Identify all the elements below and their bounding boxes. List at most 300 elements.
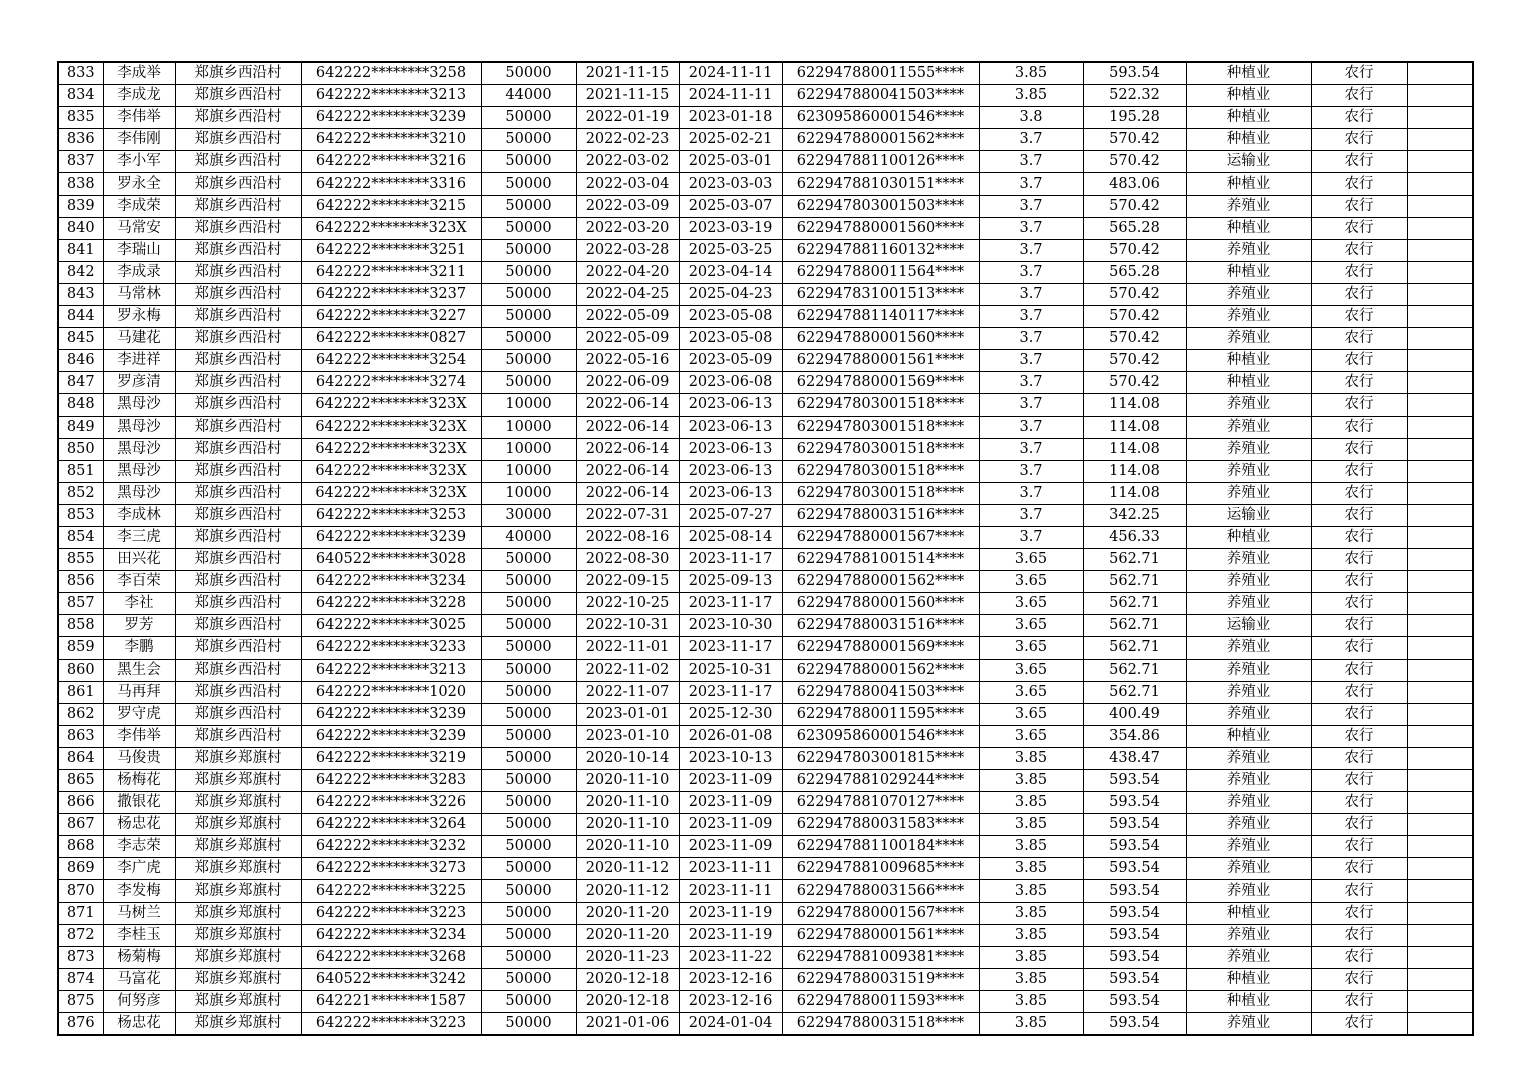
note-cell <box>1407 1013 1473 1036</box>
account-number-cell: 622947881029244**** <box>782 770 979 792</box>
amount-cell: 50000 <box>481 725 576 747</box>
rate-cell: 3.7 <box>979 460 1083 482</box>
start-date-cell: 2021-11-15 <box>576 85 679 107</box>
account-number-cell: 622947881001514**** <box>782 549 979 571</box>
industry-cell: 养殖业 <box>1186 924 1311 946</box>
industry-cell: 养殖业 <box>1186 637 1311 659</box>
name-cell: 李发梅 <box>103 880 175 902</box>
account-number-cell: 622947880041503**** <box>782 681 979 703</box>
amount-cell: 50000 <box>481 62 576 85</box>
end-date-cell: 2026-01-08 <box>679 725 782 747</box>
amount-cell: 10000 <box>481 416 576 438</box>
name-cell: 李成录 <box>103 261 175 283</box>
village-cell: 郑旗乡郑旗村 <box>175 990 301 1012</box>
account-number-cell: 622947881100126**** <box>782 151 979 173</box>
row-number: 860 <box>58 659 103 681</box>
row-number: 853 <box>58 504 103 526</box>
rate-cell: 3.7 <box>979 504 1083 526</box>
table-row <box>58 593 1473 615</box>
village-cell: 郑旗乡郑旗村 <box>175 814 301 836</box>
id-number-cell: 642222********323X <box>301 217 481 239</box>
row-number: 833 <box>58 62 103 85</box>
note-cell <box>1407 482 1473 504</box>
end-date-cell: 2023-11-17 <box>679 549 782 571</box>
amount-cell: 50000 <box>481 703 576 725</box>
id-number-cell: 642222********3239 <box>301 703 481 725</box>
industry-cell: 养殖业 <box>1186 549 1311 571</box>
rate-cell: 3.85 <box>979 792 1083 814</box>
note-cell <box>1407 438 1473 460</box>
amount-cell: 10000 <box>481 438 576 460</box>
start-date-cell: 2022-09-15 <box>576 571 679 593</box>
note-cell <box>1407 372 1473 394</box>
account-number-cell: 622947880031516**** <box>782 504 979 526</box>
id-number-cell: 642222********3239 <box>301 725 481 747</box>
note-cell <box>1407 350 1473 372</box>
note-cell <box>1407 549 1473 571</box>
account-number-cell: 622947880031519**** <box>782 968 979 990</box>
start-date-cell: 2022-03-09 <box>576 195 679 217</box>
industry-cell: 养殖业 <box>1186 195 1311 217</box>
interest-cell: 570.42 <box>1083 372 1186 394</box>
start-date-cell: 2022-03-20 <box>576 217 679 239</box>
end-date-cell: 2023-11-11 <box>679 858 782 880</box>
amount-cell: 10000 <box>481 460 576 482</box>
village-cell: 郑旗乡西沿村 <box>175 681 301 703</box>
amount-cell: 50000 <box>481 593 576 615</box>
amount-cell: 50000 <box>481 129 576 151</box>
village-cell: 郑旗乡西沿村 <box>175 62 301 85</box>
interest-cell: 570.42 <box>1083 195 1186 217</box>
name-cell: 黑母沙 <box>103 438 175 460</box>
name-cell: 杨菊梅 <box>103 946 175 968</box>
note-cell <box>1407 283 1473 305</box>
table-row <box>58 703 1473 725</box>
bank-cell: 农行 <box>1311 416 1407 438</box>
row-number: 857 <box>58 593 103 615</box>
rate-cell: 3.65 <box>979 703 1083 725</box>
id-number-cell: 642222********3211 <box>301 261 481 283</box>
industry-cell: 运输业 <box>1186 615 1311 637</box>
amount-cell: 50000 <box>481 681 576 703</box>
start-date-cell: 2022-02-23 <box>576 129 679 151</box>
bank-cell: 农行 <box>1311 990 1407 1012</box>
amount-cell: 50000 <box>481 880 576 902</box>
industry-cell: 种植业 <box>1186 350 1311 372</box>
account-number-cell: 622947881100184**** <box>782 836 979 858</box>
row-number: 856 <box>58 571 103 593</box>
village-cell: 郑旗乡西沿村 <box>175 593 301 615</box>
note-cell <box>1407 990 1473 1012</box>
end-date-cell: 2023-10-13 <box>679 747 782 769</box>
table-row <box>58 107 1473 129</box>
table-row <box>58 946 1473 968</box>
interest-cell: 354.86 <box>1083 725 1186 747</box>
rate-cell: 3.7 <box>979 217 1083 239</box>
interest-cell: 593.54 <box>1083 968 1186 990</box>
interest-cell: 114.08 <box>1083 394 1186 416</box>
rate-cell: 3.7 <box>979 438 1083 460</box>
village-cell: 郑旗乡西沿村 <box>175 261 301 283</box>
name-cell: 李伟刚 <box>103 129 175 151</box>
bank-cell: 农行 <box>1311 173 1407 195</box>
note-cell <box>1407 129 1473 151</box>
industry-cell: 种植业 <box>1186 62 1311 85</box>
end-date-cell: 2023-06-08 <box>679 372 782 394</box>
village-cell: 郑旗乡西沿村 <box>175 394 301 416</box>
table-row <box>58 129 1473 151</box>
note-cell <box>1407 239 1473 261</box>
name-cell: 李三虎 <box>103 526 175 548</box>
id-number-cell: 642222********3234 <box>301 924 481 946</box>
id-number-cell: 642222********3227 <box>301 306 481 328</box>
note-cell <box>1407 659 1473 681</box>
village-cell: 郑旗乡西沿村 <box>175 703 301 725</box>
rate-cell: 3.85 <box>979 946 1083 968</box>
village-cell: 郑旗乡西沿村 <box>175 725 301 747</box>
amount-cell: 50000 <box>481 814 576 836</box>
interest-cell: 483.06 <box>1083 173 1186 195</box>
id-number-cell: 642221********1587 <box>301 990 481 1012</box>
end-date-cell: 2023-05-08 <box>679 306 782 328</box>
account-number-cell: 622947803001518**** <box>782 416 979 438</box>
row-number: 874 <box>58 968 103 990</box>
end-date-cell: 2023-06-13 <box>679 416 782 438</box>
row-number: 858 <box>58 615 103 637</box>
account-number-cell: 622947880001567**** <box>782 902 979 924</box>
village-cell: 郑旗乡西沿村 <box>175 239 301 261</box>
table-row <box>58 526 1473 548</box>
note-cell <box>1407 637 1473 659</box>
table-row <box>58 880 1473 902</box>
rate-cell: 3.85 <box>979 968 1083 990</box>
name-cell: 罗芳 <box>103 615 175 637</box>
industry-cell: 养殖业 <box>1186 836 1311 858</box>
row-number: 864 <box>58 747 103 769</box>
bank-cell: 农行 <box>1311 438 1407 460</box>
start-date-cell: 2022-06-14 <box>576 394 679 416</box>
table-row <box>58 394 1473 416</box>
id-number-cell: 642222********3254 <box>301 350 481 372</box>
id-number-cell: 642222********3234 <box>301 571 481 593</box>
end-date-cell: 2025-07-27 <box>679 504 782 526</box>
interest-cell: 593.54 <box>1083 946 1186 968</box>
id-number-cell: 642222********0827 <box>301 328 481 350</box>
interest-cell: 114.08 <box>1083 482 1186 504</box>
bank-cell: 农行 <box>1311 306 1407 328</box>
amount-cell: 10000 <box>481 394 576 416</box>
rate-cell: 3.7 <box>979 328 1083 350</box>
end-date-cell: 2023-11-19 <box>679 902 782 924</box>
table-row <box>58 681 1473 703</box>
amount-cell: 50000 <box>481 858 576 880</box>
id-number-cell: 642222********3274 <box>301 372 481 394</box>
row-number: 861 <box>58 681 103 703</box>
interest-cell: 570.42 <box>1083 239 1186 261</box>
bank-cell: 农行 <box>1311 129 1407 151</box>
amount-cell: 50000 <box>481 637 576 659</box>
id-number-cell: 642222********323X <box>301 460 481 482</box>
bank-cell: 农行 <box>1311 85 1407 107</box>
industry-cell: 养殖业 <box>1186 792 1311 814</box>
row-number: 871 <box>58 902 103 924</box>
interest-cell: 570.42 <box>1083 350 1186 372</box>
start-date-cell: 2022-05-16 <box>576 350 679 372</box>
amount-cell: 50000 <box>481 946 576 968</box>
table-row <box>58 438 1473 460</box>
note-cell <box>1407 770 1473 792</box>
row-number: 844 <box>58 306 103 328</box>
table-row <box>58 306 1473 328</box>
table-row <box>58 659 1473 681</box>
start-date-cell: 2022-03-02 <box>576 151 679 173</box>
industry-cell: 种植业 <box>1186 902 1311 924</box>
row-number: 839 <box>58 195 103 217</box>
interest-cell: 562.71 <box>1083 659 1186 681</box>
end-date-cell: 2023-01-18 <box>679 107 782 129</box>
bank-cell: 农行 <box>1311 350 1407 372</box>
interest-cell: 565.28 <box>1083 261 1186 283</box>
row-number: 834 <box>58 85 103 107</box>
interest-cell: 562.71 <box>1083 681 1186 703</box>
rate-cell: 3.65 <box>979 725 1083 747</box>
account-number-cell: 622947881009381**** <box>782 946 979 968</box>
village-cell: 郑旗乡郑旗村 <box>175 858 301 880</box>
amount-cell: 50000 <box>481 902 576 924</box>
amount-cell: 50000 <box>481 239 576 261</box>
table-row <box>58 814 1473 836</box>
id-number-cell: 642222********3228 <box>301 593 481 615</box>
village-cell: 郑旗乡西沿村 <box>175 549 301 571</box>
row-number: 852 <box>58 482 103 504</box>
name-cell: 罗彦清 <box>103 372 175 394</box>
id-number-cell: 642222********3025 <box>301 615 481 637</box>
start-date-cell: 2022-08-30 <box>576 549 679 571</box>
industry-cell: 种植业 <box>1186 526 1311 548</box>
rate-cell: 3.7 <box>979 151 1083 173</box>
table-row <box>58 924 1473 946</box>
bank-cell: 农行 <box>1311 637 1407 659</box>
interest-cell: 438.47 <box>1083 747 1186 769</box>
note-cell <box>1407 85 1473 107</box>
account-number-cell: 622947880031583**** <box>782 814 979 836</box>
amount-cell: 50000 <box>481 283 576 305</box>
industry-cell: 养殖业 <box>1186 858 1311 880</box>
start-date-cell: 2022-05-09 <box>576 328 679 350</box>
table-row <box>58 770 1473 792</box>
industry-cell: 种植业 <box>1186 173 1311 195</box>
interest-cell: 593.54 <box>1083 924 1186 946</box>
bank-cell: 农行 <box>1311 151 1407 173</box>
interest-cell: 593.54 <box>1083 792 1186 814</box>
row-number: 873 <box>58 946 103 968</box>
village-cell: 郑旗乡西沿村 <box>175 151 301 173</box>
end-date-cell: 2023-03-03 <box>679 173 782 195</box>
amount-cell: 50000 <box>481 836 576 858</box>
bank-cell: 农行 <box>1311 107 1407 129</box>
note-cell <box>1407 615 1473 637</box>
id-number-cell: 642222********3253 <box>301 504 481 526</box>
name-cell: 黑生会 <box>103 659 175 681</box>
id-number-cell: 642222********3239 <box>301 526 481 548</box>
village-cell: 郑旗乡西沿村 <box>175 372 301 394</box>
row-number: 868 <box>58 836 103 858</box>
table-row <box>58 571 1473 593</box>
row-number: 876 <box>58 1013 103 1036</box>
row-number: 837 <box>58 151 103 173</box>
id-number-cell: 642222********3233 <box>301 637 481 659</box>
account-number-cell: 622947803001518**** <box>782 460 979 482</box>
rate-cell: 3.85 <box>979 880 1083 902</box>
row-number: 842 <box>58 261 103 283</box>
industry-cell: 养殖业 <box>1186 814 1311 836</box>
start-date-cell: 2022-06-14 <box>576 482 679 504</box>
village-cell: 郑旗乡西沿村 <box>175 416 301 438</box>
industry-cell: 种植业 <box>1186 968 1311 990</box>
note-cell <box>1407 62 1473 85</box>
name-cell: 马富花 <box>103 968 175 990</box>
village-cell: 郑旗乡西沿村 <box>175 504 301 526</box>
id-number-cell: 640522********3028 <box>301 549 481 571</box>
account-number-cell: 622947881140117**** <box>782 306 979 328</box>
account-number-cell: 622947880031518**** <box>782 1013 979 1036</box>
note-cell <box>1407 593 1473 615</box>
bank-cell: 农行 <box>1311 217 1407 239</box>
rate-cell: 3.65 <box>979 615 1083 637</box>
name-cell: 李广虎 <box>103 858 175 880</box>
bank-cell: 农行 <box>1311 792 1407 814</box>
industry-cell: 养殖业 <box>1186 239 1311 261</box>
village-cell: 郑旗乡郑旗村 <box>175 836 301 858</box>
table-row <box>58 85 1473 107</box>
village-cell: 郑旗乡西沿村 <box>175 217 301 239</box>
start-date-cell: 2022-04-25 <box>576 283 679 305</box>
name-cell: 罗永梅 <box>103 306 175 328</box>
start-date-cell: 2020-11-10 <box>576 814 679 836</box>
interest-cell: 593.54 <box>1083 814 1186 836</box>
name-cell: 李伟举 <box>103 107 175 129</box>
interest-cell: 593.54 <box>1083 770 1186 792</box>
rate-cell: 3.85 <box>979 62 1083 85</box>
note-cell <box>1407 173 1473 195</box>
end-date-cell: 2023-06-13 <box>679 438 782 460</box>
table-row <box>58 372 1473 394</box>
end-date-cell: 2024-01-04 <box>679 1013 782 1036</box>
start-date-cell: 2022-03-04 <box>576 173 679 195</box>
end-date-cell: 2025-04-23 <box>679 283 782 305</box>
village-cell: 郑旗乡西沿村 <box>175 306 301 328</box>
table-row <box>58 328 1473 350</box>
account-number-cell: 622947880031566**** <box>782 880 979 902</box>
name-cell: 黑母沙 <box>103 394 175 416</box>
start-date-cell: 2022-11-01 <box>576 637 679 659</box>
end-date-cell: 2025-03-07 <box>679 195 782 217</box>
industry-cell: 种植业 <box>1186 725 1311 747</box>
rate-cell: 3.65 <box>979 681 1083 703</box>
amount-cell: 50000 <box>481 350 576 372</box>
note-cell <box>1407 814 1473 836</box>
note-cell <box>1407 902 1473 924</box>
account-number-cell: 622947880011595**** <box>782 703 979 725</box>
bank-cell: 农行 <box>1311 261 1407 283</box>
note-cell <box>1407 306 1473 328</box>
account-number-cell: 623095860001546**** <box>782 725 979 747</box>
bank-cell: 农行 <box>1311 681 1407 703</box>
account-number-cell: 622947803001518**** <box>782 482 979 504</box>
account-number-cell: 622947880011555**** <box>782 62 979 85</box>
interest-cell: 562.71 <box>1083 571 1186 593</box>
account-number-cell: 622947880001567**** <box>782 526 979 548</box>
rate-cell: 3.7 <box>979 283 1083 305</box>
village-cell: 郑旗乡郑旗村 <box>175 792 301 814</box>
account-number-cell: 622947803001518**** <box>782 394 979 416</box>
note-cell <box>1407 571 1473 593</box>
rate-cell: 3.65 <box>979 637 1083 659</box>
account-number-cell: 622947880011593**** <box>782 990 979 1012</box>
id-number-cell: 642222********3226 <box>301 792 481 814</box>
row-number: 836 <box>58 129 103 151</box>
rate-cell: 3.7 <box>979 306 1083 328</box>
village-cell: 郑旗乡西沿村 <box>175 438 301 460</box>
amount-cell: 50000 <box>481 571 576 593</box>
table-row <box>58 239 1473 261</box>
end-date-cell: 2025-10-31 <box>679 659 782 681</box>
amount-cell: 50000 <box>481 792 576 814</box>
interest-cell: 114.08 <box>1083 416 1186 438</box>
id-number-cell: 642222********323X <box>301 416 481 438</box>
name-cell: 何努彦 <box>103 990 175 1012</box>
bank-cell: 农行 <box>1311 725 1407 747</box>
rate-cell: 3.7 <box>979 372 1083 394</box>
industry-cell: 养殖业 <box>1186 283 1311 305</box>
end-date-cell: 2023-04-14 <box>679 261 782 283</box>
table-row <box>58 747 1473 769</box>
rate-cell: 3.85 <box>979 770 1083 792</box>
interest-cell: 522.32 <box>1083 85 1186 107</box>
name-cell: 马俊贵 <box>103 747 175 769</box>
end-date-cell: 2025-12-30 <box>679 703 782 725</box>
name-cell: 李百荣 <box>103 571 175 593</box>
interest-cell: 593.54 <box>1083 902 1186 924</box>
interest-cell: 593.54 <box>1083 990 1186 1012</box>
bank-cell: 农行 <box>1311 858 1407 880</box>
account-number-cell: 622947880001562**** <box>782 129 979 151</box>
village-cell: 郑旗乡西沿村 <box>175 328 301 350</box>
industry-cell: 养殖业 <box>1186 416 1311 438</box>
id-number-cell: 642222********3273 <box>301 858 481 880</box>
amount-cell: 44000 <box>481 85 576 107</box>
end-date-cell: 2023-11-17 <box>679 681 782 703</box>
table-row <box>58 615 1473 637</box>
village-cell: 郑旗乡西沿村 <box>175 460 301 482</box>
id-number-cell: 642222********3316 <box>301 173 481 195</box>
name-cell: 马建花 <box>103 328 175 350</box>
account-number-cell: 622947803001518**** <box>782 438 979 460</box>
end-date-cell: 2023-11-17 <box>679 637 782 659</box>
account-number-cell: 622947881009685**** <box>782 858 979 880</box>
start-date-cell: 2022-06-09 <box>576 372 679 394</box>
bank-cell: 农行 <box>1311 593 1407 615</box>
start-date-cell: 2020-10-14 <box>576 747 679 769</box>
row-number: 849 <box>58 416 103 438</box>
end-date-cell: 2023-11-09 <box>679 836 782 858</box>
table-row <box>58 350 1473 372</box>
table-row <box>58 504 1473 526</box>
rate-cell: 3.7 <box>979 173 1083 195</box>
rate-cell: 3.7 <box>979 239 1083 261</box>
end-date-cell: 2023-11-19 <box>679 924 782 946</box>
row-number: 866 <box>58 792 103 814</box>
